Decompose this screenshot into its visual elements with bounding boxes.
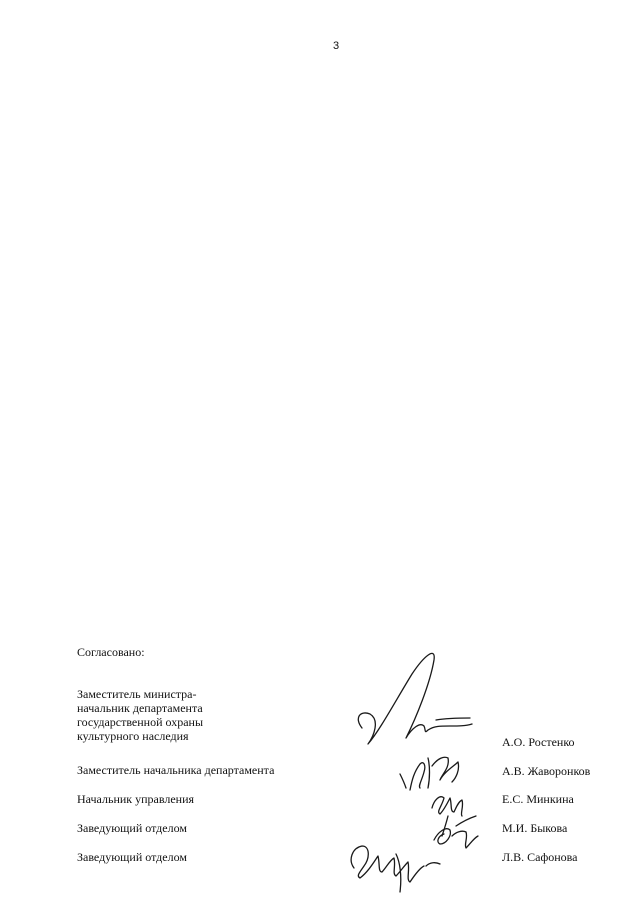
signature-5 [351,846,440,892]
handwritten-signatures [340,640,490,900]
signatory-4-name: М.И. Быкова [502,821,568,835]
signature-3 [432,797,463,836]
signatory-3-position: Начальник управления [77,792,195,806]
signatory-1-position-line-2: начальник департамента [77,701,203,715]
signatory-2-name: А.В. Жаворонков [502,764,591,778]
signatory-1-name: А.О. Ростенко [502,735,575,749]
signatory-1-position-line-1: Заместитель министра- [77,687,197,701]
signatory-2-position: Заместитель начальника департамента [77,763,275,777]
signatory-4-position: Заведующий отделом [77,821,187,835]
signatory-5-position: Заведующий отделом [77,850,187,864]
signature-1 [358,653,472,744]
signatory-1-position-line-3: государственной охраны [77,715,204,729]
approval-label: Согласовано: [77,645,145,659]
signature-2 [400,757,459,790]
signatory-1-position-line-4: культурного наследия [77,729,189,743]
signatory-5-name: Л.В. Сафонова [502,850,578,864]
signatory-3-name: Е.С. Минкина [502,792,574,806]
signature-4 [434,816,478,848]
page-number: 3 [333,40,340,52]
